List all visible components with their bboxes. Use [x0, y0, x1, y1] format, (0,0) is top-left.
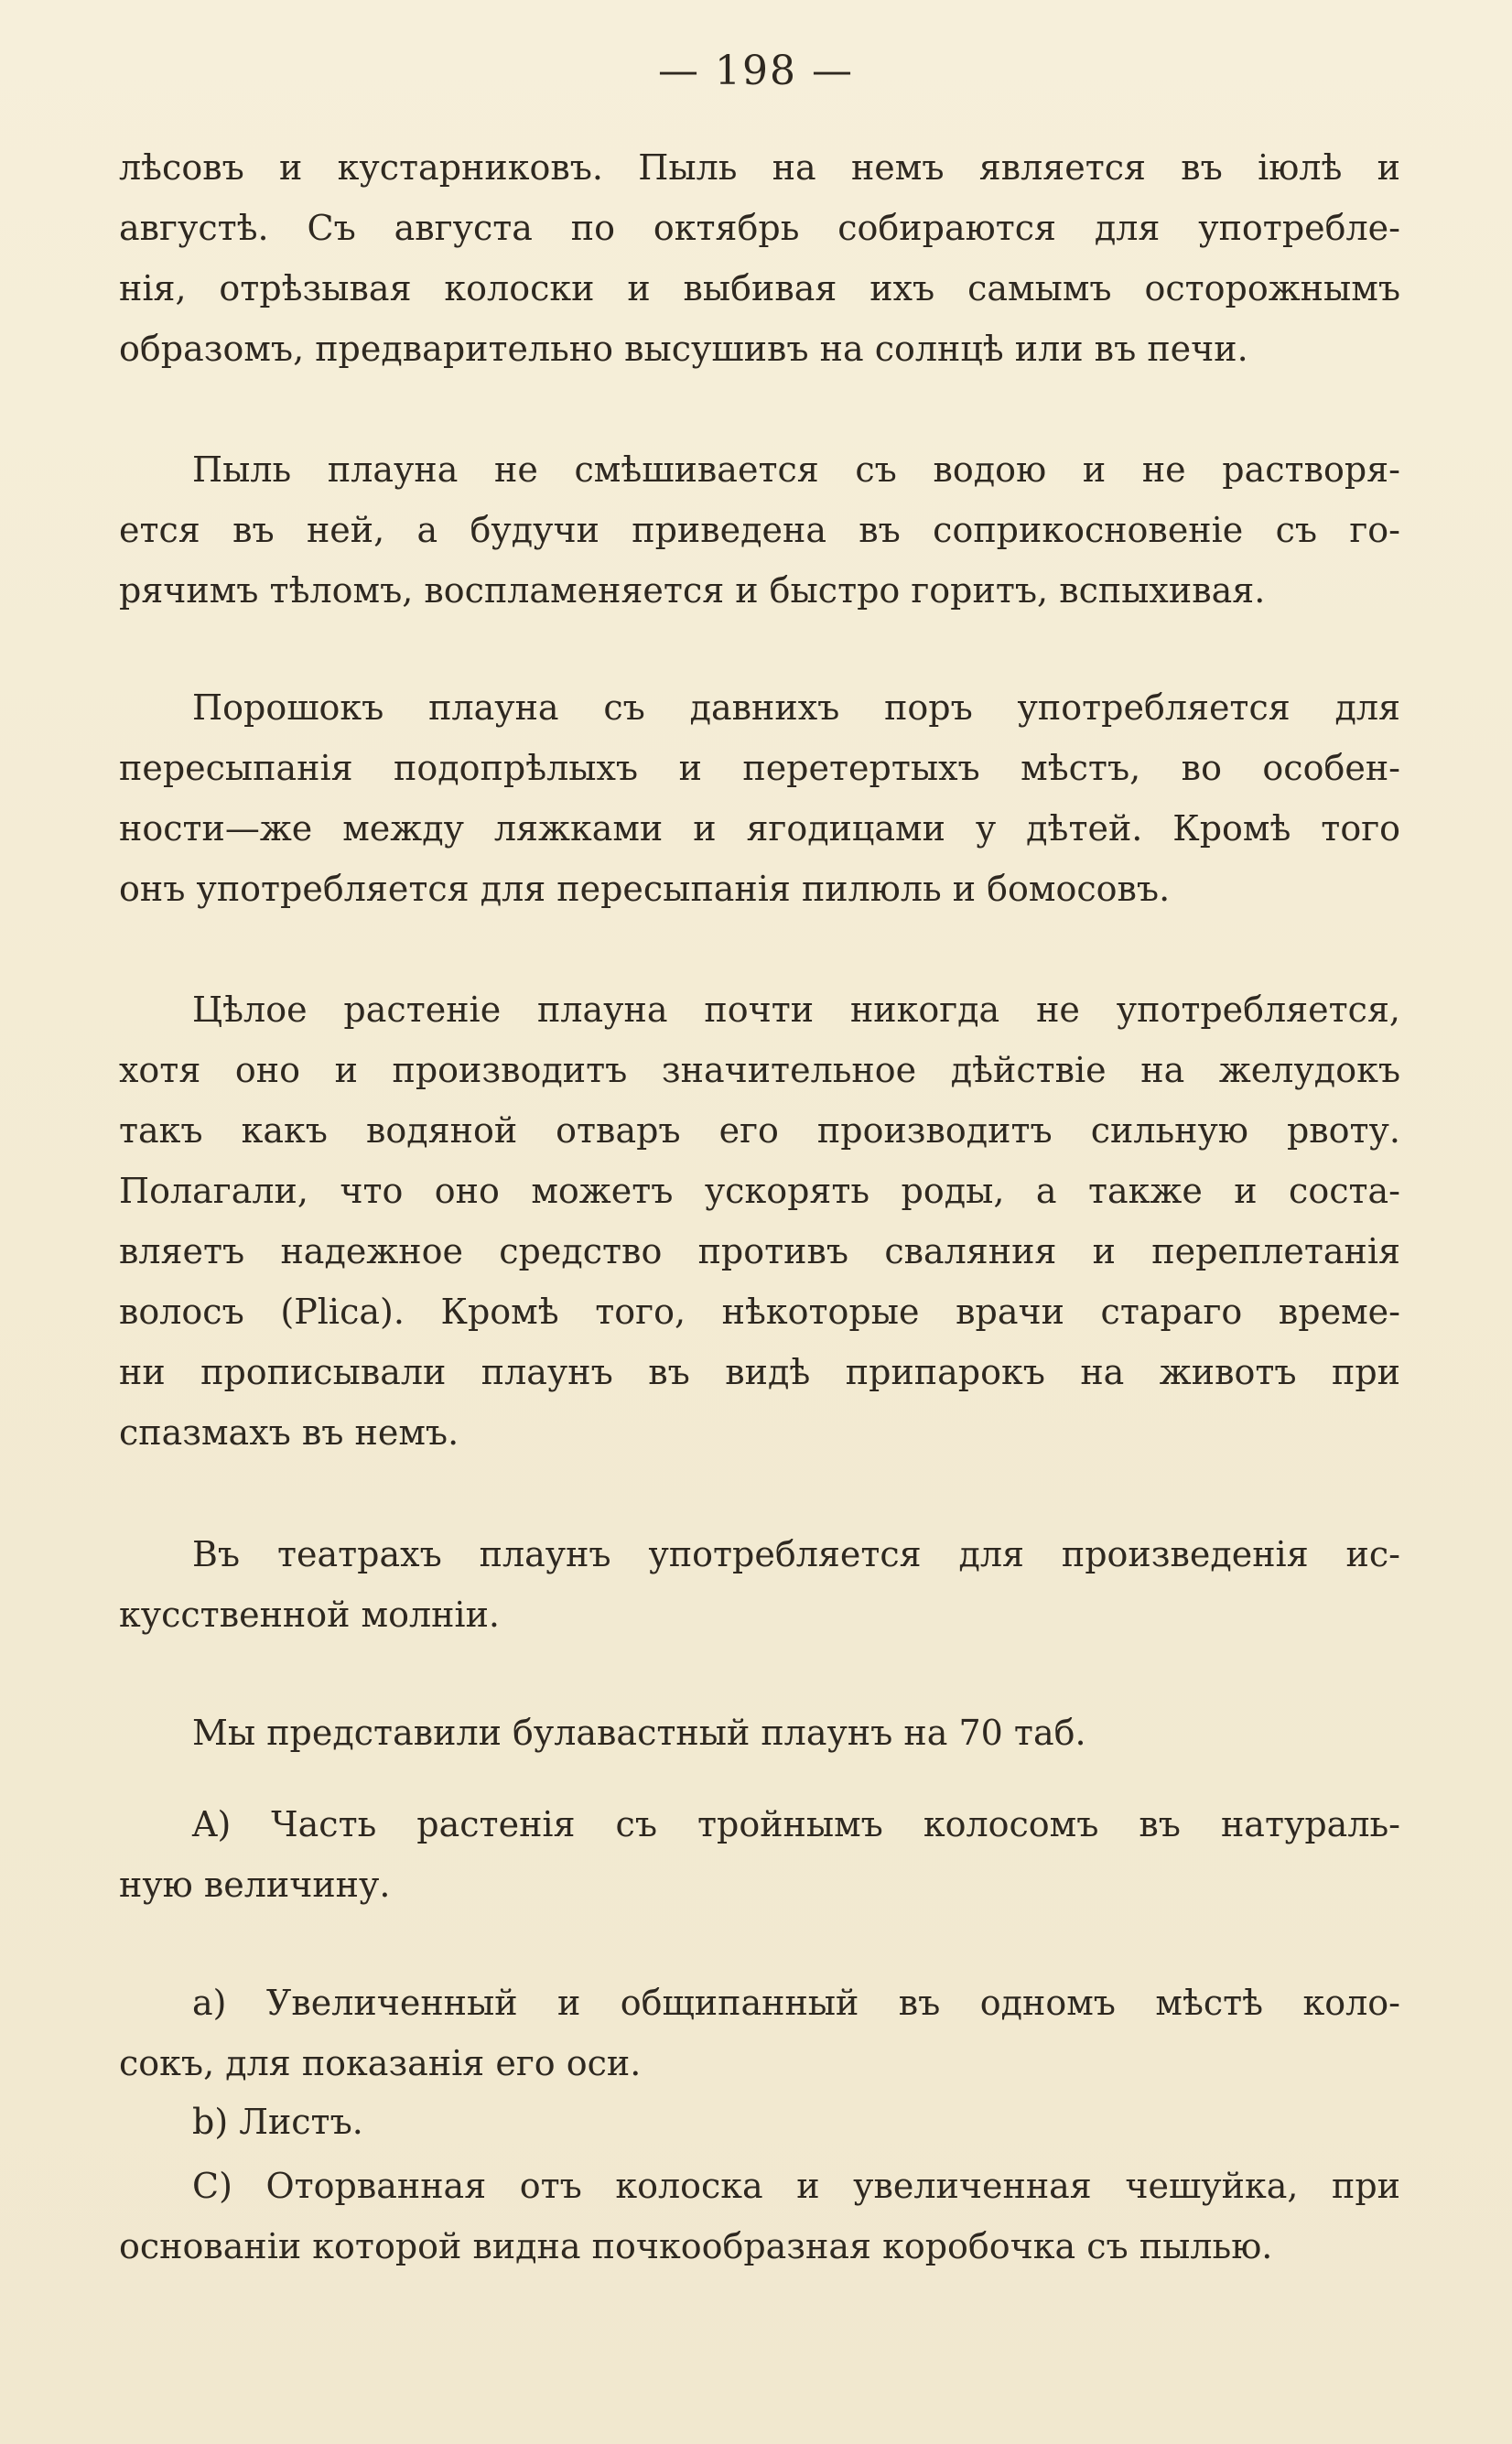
paragraph-line: A) Часть растенiя съ тройнымъ колосомъ въ натураль-	[192, 1804, 1400, 1844]
paragraph-line: ни прописывали плаунъ въ видѣ припарокъ на животъ при	[119, 1352, 1400, 1392]
paragraph-line: Мы представили булавастный плаунъ на 70 таб.	[192, 1713, 1086, 1753]
paragraph-6	[119, 1703, 1400, 1763]
paragraph-line: волосъ (Plica). Кромѣ того, нѣкоторые врачи стараго време-	[119, 1292, 1400, 1332]
paragraph-line: рячимъ тѣломъ, воспламеняется и быстро горитъ, вспыхивая.	[119, 570, 1266, 611]
figure-legend-a-upper	[119, 1794, 1400, 1915]
paragraph-line: пересыпанiя подопрѣлыхъ и перетертыхъ мѣстъ, во особен-	[119, 748, 1400, 788]
paragraph-line: Полагали, что оно можетъ ускорять роды, а также и соста-	[119, 1171, 1400, 1211]
paragraph-line: a) Увеличенный и общипанный въ одномъ мѣстѣ коло-	[192, 1983, 1400, 2023]
paragraph-line: августѣ. Съ августа по октябрь собираются для употребле-	[119, 208, 1400, 248]
paragraph-line: кусственной молнiи.	[119, 1595, 500, 1635]
paragraph-line: b) Листъ.	[192, 2102, 363, 2142]
paragraph-1	[119, 137, 1400, 379]
paragraph-line: основанiи которой видна почкообразная коробочка съ пылью.	[119, 2226, 1273, 2266]
paragraph-3	[119, 677, 1400, 919]
paragraph-line: онъ употребляется для пересыпанiя пилюль и бомосовъ.	[119, 869, 1171, 909]
paragraph-line: Порошокъ плауна съ давнихъ поръ употребляется для	[192, 687, 1400, 728]
figure-legend-a-lower	[119, 1973, 1400, 2093]
paragraph-line: такъ какъ водяной отваръ его производитъ сильную рвоту.	[119, 1110, 1400, 1151]
paragraph-line: хотя оно и производитъ значительное дѣйствiе на желудокъ	[119, 1050, 1400, 1090]
paragraph-5	[119, 1524, 1400, 1645]
paragraph-line: сокъ, для показанiя его оси.	[119, 2043, 642, 2083]
paragraph-4	[119, 979, 1400, 1463]
paragraph-line: спазмахъ въ немъ.	[119, 1412, 459, 1453]
paragraph-line: Въ театрахъ плаунъ употребляется для произведенiя ис-	[192, 1534, 1400, 1574]
page-number: — 198 —	[658, 48, 854, 94]
paragraph-line: образомъ, предварительно высушивъ на солнцѣ или въ печи.	[119, 329, 1248, 369]
paragraph-2	[119, 439, 1400, 621]
paragraph-line: ется въ ней, а будучи приведена въ соприкосновенiе съ го-	[119, 510, 1400, 550]
paragraph-line: Пыль плауна не смѣшивается съ водою и не растворя-	[192, 449, 1400, 490]
paragraph-line: вляетъ надежное средство противъ сваляния и переплетанiя	[119, 1231, 1400, 1271]
paragraph-line: Цѣлое растенiе плауна почти никогда не употребляется,	[192, 989, 1400, 1030]
paragraph-line: ную величину.	[119, 1865, 391, 1905]
paragraph-line: лѣсовъ и кустарниковъ. Пыль на немъ является въ iюлѣ и	[119, 147, 1400, 188]
figure-legend-c	[119, 2156, 1400, 2276]
paragraph-line: C) Оторванная отъ колоска и увеличенная чешуйка, при	[192, 2166, 1400, 2206]
paragraph-line: нiя, отрѣзывая колоски и выбивая ихъ самымъ осторожнымъ	[119, 268, 1400, 308]
paragraph-line: ности—же между ляжками и ягодицами у дѣтей. Кромѣ того	[119, 808, 1400, 849]
figure-legend-b	[119, 2092, 1400, 2152]
